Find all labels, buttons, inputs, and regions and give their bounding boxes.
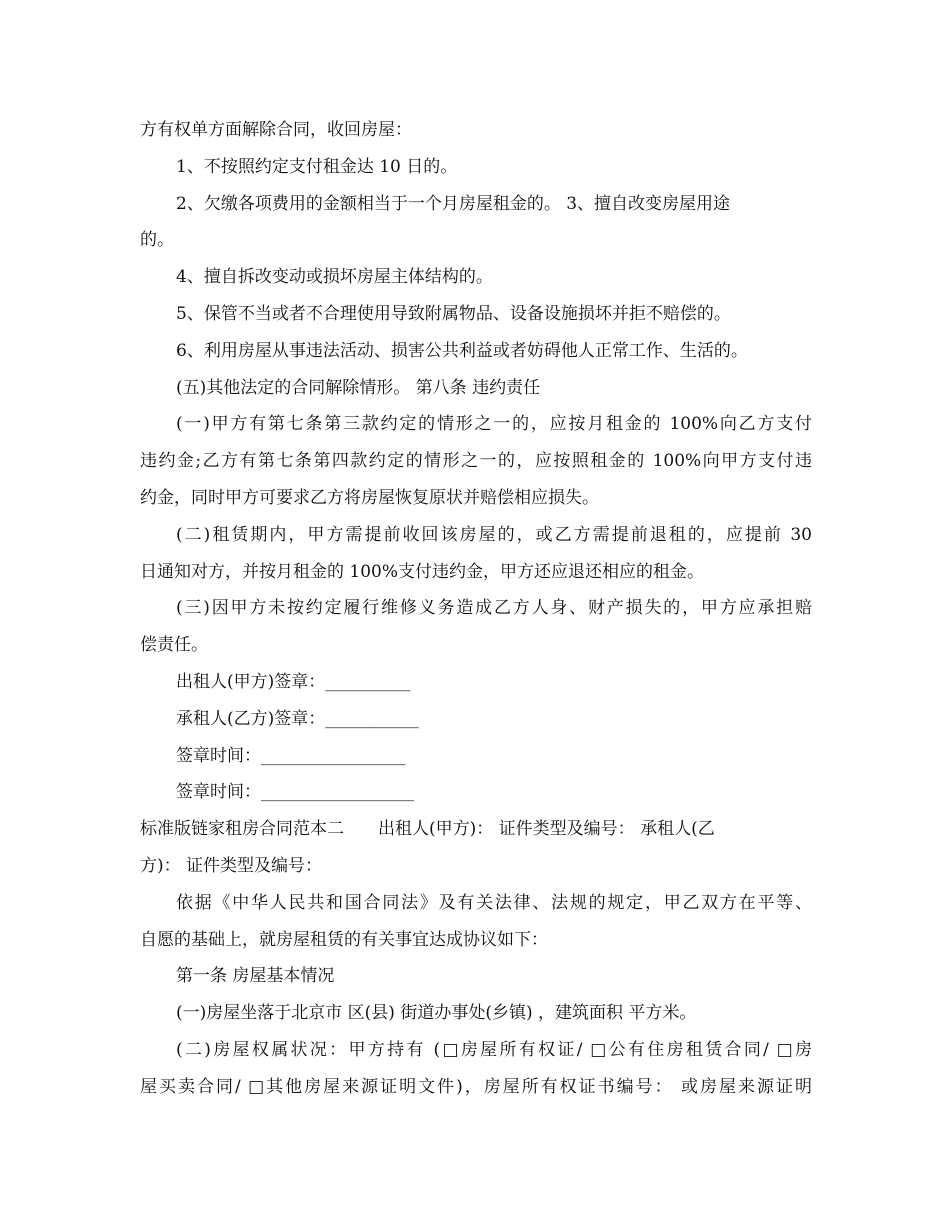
- text-line: 偿责任。: [140, 635, 208, 656]
- text-line: (五)其他法定的合同解除情形。 第八条 违约责任: [176, 377, 541, 398]
- text-line: 日通知对方，并按月租金的 100%支付违约金，甲方还应退还相应的租金。: [140, 561, 705, 582]
- text-line: 自愿的基础上，就房屋租赁的有关事宜达成协议如下：: [140, 929, 548, 950]
- text-line: 5、保管不当或者不合理使用导致附属物品、设备设施损坏并拒不赔偿的。: [176, 303, 731, 324]
- signature-date-line: 签章时间：_________________: [176, 745, 406, 766]
- text-line: 的。: [140, 230, 174, 251]
- text-line: (三)因甲方未按约定履行维修义务造成乙方人身、财产损失的，甲方应承担赔: [176, 598, 812, 619]
- document-body: [140, 112, 812, 1106]
- section-heading: 第一条 房屋基本情况: [176, 966, 335, 987]
- text-line: (一)甲方有第七条第三款约定的情形之一的，应按月租金的 100%向乙方支付: [176, 414, 812, 435]
- signature-date-line: 签章时间：__________________: [176, 782, 414, 803]
- text-line: 2、欠缴各项费用的金额相当于一个月房屋租金的。 3、擅自改变房屋用途: [176, 193, 731, 214]
- text-line: 1、不按照约定支付租金达 10 日的。: [176, 156, 458, 177]
- text-line: 依据《中华人民共和国合同法》及有关法律、法规的规定，甲乙双方在平等、: [176, 892, 812, 913]
- signature-line-lessor: 出租人(甲方)签章：__________: [176, 671, 411, 692]
- text-line: 约金，同时甲方可要求乙方将房屋恢复原状并赔偿相应损失。: [140, 487, 599, 508]
- text-line: 4、擅自拆改变动或损坏房屋主体结构的。: [176, 267, 493, 288]
- text-line: (二)租赁期内，甲方需提前收回该房屋的，或乙方需提前退租的，应提前 30: [176, 524, 812, 545]
- text-line: 方)： 证件类型及编号：: [140, 855, 323, 876]
- text-line: 方有权单方面解除合同，收回房屋：: [140, 120, 412, 140]
- text-line: (一)房屋坐落于北京市 区(县) 街道办事处(乡镇) ，建筑面积 平方米。: [176, 1003, 697, 1024]
- text-line: 6、利用房屋从事违法活动、损害公共利益或者妨碍他人正常工作、生活的。: [176, 340, 748, 361]
- signature-line-lessee: 承租人(乙方)签章：___________: [176, 708, 419, 729]
- text-line: 违约金;乙方有第七条第四款约定的情形之一的，应按照租金的 100%向甲方支付违: [140, 451, 812, 472]
- contract-title-line: 标准版链家租房合同范本二 出租人(甲方)： 证件类型及编号： 承租人(乙: [140, 819, 715, 840]
- text-line: 屋买卖合同/ □其他房屋来源证明文件)，房屋所有权证书编号： 或房屋来源证明: [140, 1076, 812, 1097]
- text-line: (二)房屋权属状况：甲方持有 (□房屋所有权证/ □公有住房租赁合同/ □房: [176, 1039, 812, 1060]
